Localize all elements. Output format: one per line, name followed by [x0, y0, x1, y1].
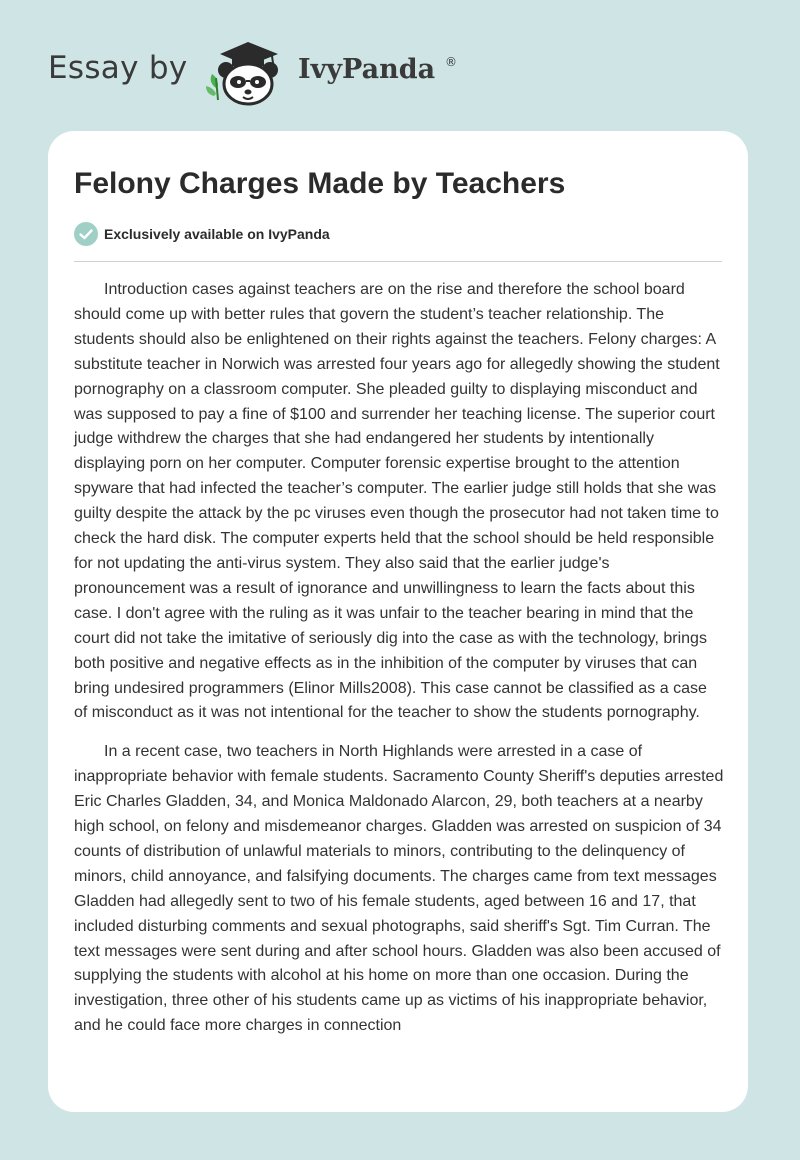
registered-mark: ® [445, 55, 457, 69]
exclusive-badge [74, 222, 330, 246]
divider [74, 261, 722, 262]
essay-card [48, 131, 748, 1112]
essay-by-label: Essay by [48, 50, 188, 86]
exclusive-badge-text: Exclusively available on IvyPanda [104, 226, 330, 242]
essay-paragraph: Introduction cases against teachers are on the rise and therefore the school board should come up with better rules that govern the student’s teacher relationship. The students should also be enlightened on their rights against the teachers. Felony charges: A substitute teacher in Norwich was arrested four years ago for allegedly showing the student pornography on a classroom computer. She pleaded guilty to displaying misconduct and was supposed to pay a fine of $100 and surrender her teaching license. The superior court judge withdrew the charges that she had endangered her students by intentionally displaying porn on her computer. Computer forensic expertise brought to the attention spyware that had infected the teacher’s computer. The earlier judge still holds that she was guilty despite the attack by the pc viruses even though the prosecutor had not taken time to check the hard disk. The computer experts held that the school should be held responsible for not updating the anti-virus system. They also said that the earlier judge's pronouncement was a result of ignorance and unwillingness to learn the facts about this case. I don't agree with the ruling as it was unfair to the teacher bearing in mind that the court did not take the imitative of seriously dig into the case as with the technology, brings both positive and negative effects as in the inhibition of the computer by viruses that can bring undesired programmers (Elinor Mills2008). This case cannot be classified as a case of misconduct as it was not intentional for the teacher to show the students pornography. [74, 281, 720, 722]
brand-name[interactable]: IvyPanda [298, 54, 436, 85]
essay-title: Felony Charges Made by Teachers [74, 167, 566, 200]
essay-paragraph: In a recent case, two teachers in North Highlands were arrested in a case of inappropriate behavior with female students. Sacramento County Sheriff's deputies arrested Eric Charles Gladden, 34, and Monica Maldonado Alarcon, 29, both teachers at a nearby high school, on felony and misdemeanor charges. Gladden was arrested on suspicion of 34 counts of distribution of unlawful materials to minors, contributing to the delinquency of minors, child annoyance, and falsifying documents. The charges came from text messages Gladden had allegedly sent to two of his female students, aged between 16 and 17, that included disturbing comments and sexual photographs, said sheriff's Sgt. Tim Curran. The text messages were sent during and after school hours. Gladden was also been accused of supplying the students with alcohol at his home on more than one occasion. During the investigation, three other of his students came up as victims of his inappropriate behavior, and he could face more charges in connection [74, 743, 724, 1035]
essay-body [74, 278, 724, 1053]
panda-logo-icon[interactable] [202, 38, 292, 108]
check-circle-icon [74, 222, 98, 246]
site-header [0, 0, 800, 130]
